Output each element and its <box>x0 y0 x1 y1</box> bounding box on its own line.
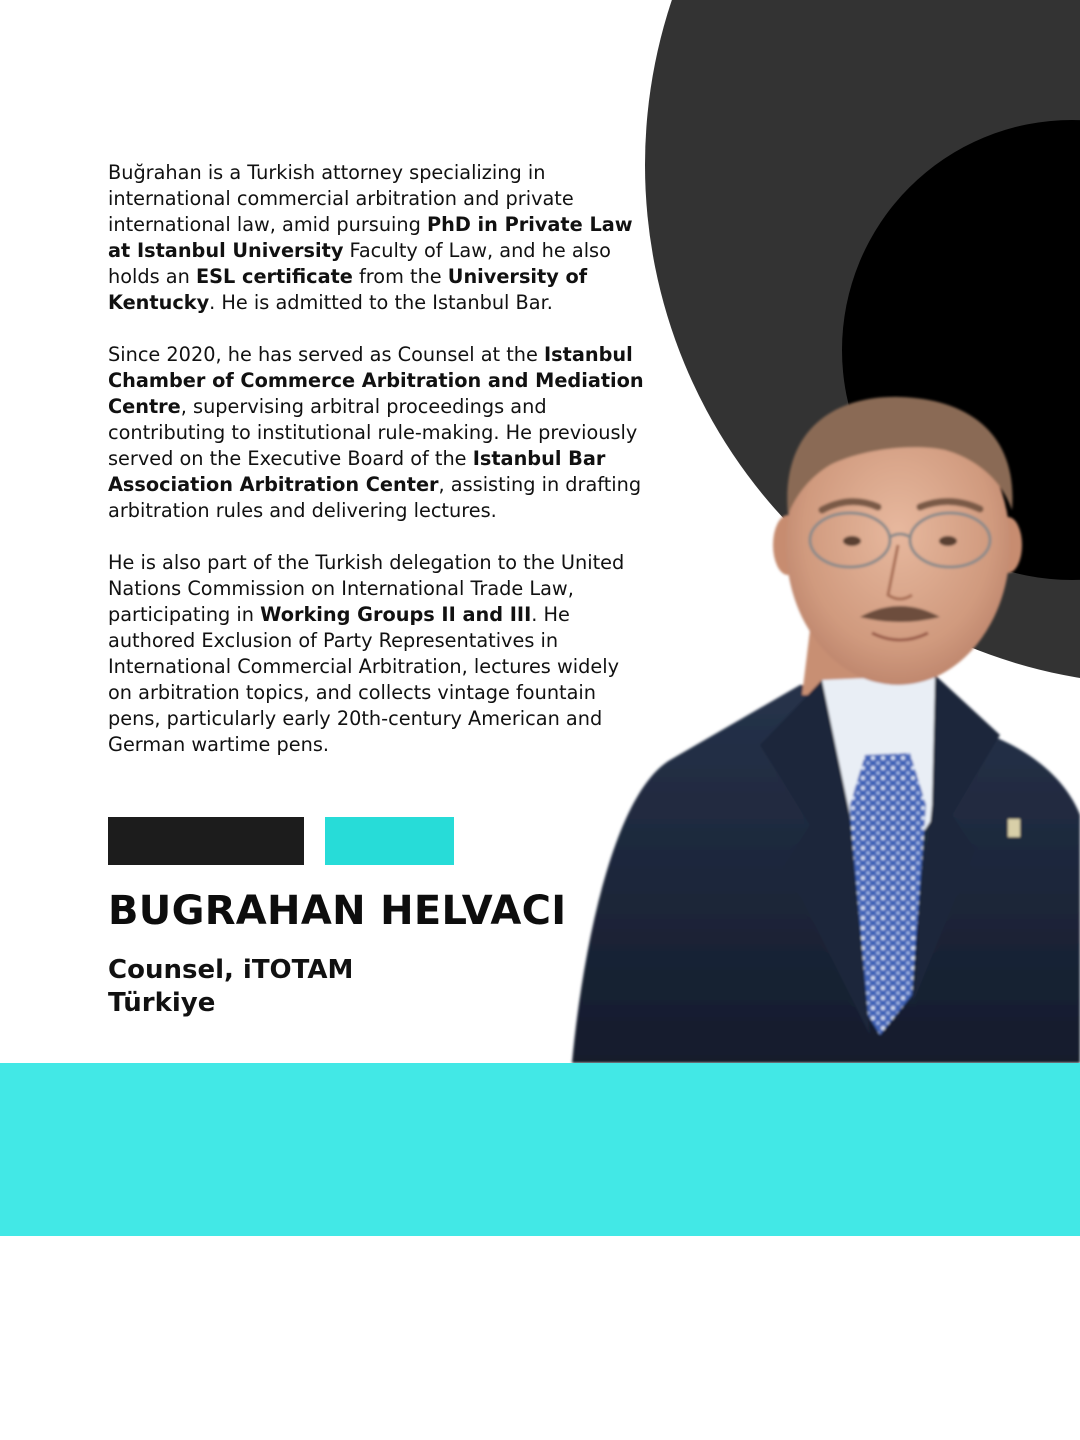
accent-bar-dark <box>108 817 304 865</box>
bio-text: . He authored Exclusion of Party Representatives in International Commercial Arbitration, lectures widely on arbitration topics, and collects vintage fountain pens, particularly early 20th-century American and German wartime pens. <box>108 603 619 756</box>
bio-emphasis: Istanbul Bar Association Arbitration Center <box>108 447 606 496</box>
bio-text: Buğrahan is a Turkish attorney specializing in international commercial arbitration and private international law, amid pursuing <box>108 161 574 236</box>
bio-paragraph-3 <box>108 550 648 758</box>
bio-text: Since 2020, he has served as Counsel at the <box>108 343 544 366</box>
bio-paragraph-2 <box>108 342 648 524</box>
bio-text: , supervising arbitral proceedings and contributing to institutional rule-making. He previously served on the Executive Board of the <box>108 395 638 470</box>
bio-emphasis: University of Kentucky <box>108 265 588 314</box>
bio-text: from the <box>352 265 448 288</box>
footer-cyan-band <box>0 1063 1080 1236</box>
speaker-name: BUGRAHAN HELVACI <box>108 888 567 934</box>
bio-emphasis: Istanbul Chamber of Commerce Arbitration and Mediation Centre <box>108 343 644 418</box>
speaker-country: Türkiye <box>108 988 216 1018</box>
bio-emphasis: PhD in Private Law at Istanbul University <box>108 213 633 262</box>
bio-emphasis: ESL certificate <box>195 265 353 288</box>
bio-text: He is also part of the Turkish delegation to the United Nations Commission on International Trade Law, participating in <box>108 551 625 626</box>
bio-emphasis: Working Groups II and III <box>260 603 532 626</box>
biography <box>108 160 648 784</box>
speaker-role: Counsel, iTOTAM <box>108 955 354 985</box>
accent-bar-cyan <box>325 817 454 865</box>
bio-text: Faculty of Law, and he also holds an <box>108 239 611 288</box>
bio-text: , assisting in drafting arbitration rules and delivering lectures. <box>108 473 642 522</box>
bio-paragraph-1 <box>108 160 648 316</box>
bio-text: . He is admitted to the Istanbul Bar. <box>209 291 553 314</box>
